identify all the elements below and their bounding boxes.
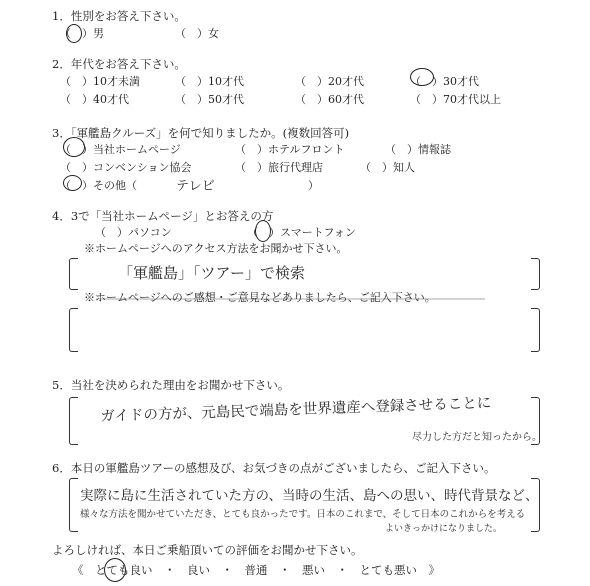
q2-option-40s[interactable]: （ ）40才代 xyxy=(60,93,129,106)
q2-selection-circle xyxy=(410,68,434,86)
q3-option-other[interactable]: （ ）その他（ xyxy=(60,179,137,192)
q6-title: 6．本日の軍艦島ツアーの感想及び、お気づきの点がございましたら、ご記入下さい。 xyxy=(52,461,496,475)
q4-option-smartphone[interactable]: （ ）スマートフォン xyxy=(247,226,356,239)
q2-option-10s[interactable]: （ ）10才代 xyxy=(175,75,244,88)
q4-impression-prompt: ※ホームページへのご感想・ご意見などありましたら、ご記入下さい。 xyxy=(84,291,436,304)
q7-title: よろしければ、本日ご乗船頂いての評価をお聞かせ下さい。 xyxy=(52,543,363,557)
q1-selection-circle xyxy=(66,24,82,43)
q5-answer-line2: 尽力した方だと知ったから。 xyxy=(412,432,542,443)
q4-impression-bracket-left xyxy=(69,308,78,352)
q2-option-50s[interactable]: （ ）50才代 xyxy=(175,93,244,106)
q3-other-close: ） xyxy=(308,179,319,192)
q3-other-answer: テレビ xyxy=(176,179,215,194)
q2-title: 2．年代をお答え下さい。 xyxy=(52,57,186,71)
q4-impression-bracket-right xyxy=(531,308,540,352)
q2-option-under10[interactable]: （ ）10才未満 xyxy=(60,75,140,88)
q3-option-convention[interactable]: （ ）コンベンション協会 xyxy=(60,161,192,174)
q3-option-homepage[interactable]: （ ）当社ホームページ xyxy=(60,143,181,156)
q2-option-60s[interactable]: （ ）60才代 xyxy=(295,93,364,106)
q4-selection-circle xyxy=(255,220,271,242)
q6-answer-line2: 様々な方法を聞かせていただき、とても良かったです。日本のこれまで、そして日本のこれからを考える xyxy=(80,509,526,520)
q4-access-bracket-right xyxy=(531,258,540,290)
q5-answer-line1: ガイドの方が、元島民で端島を世界遺産へ登録させることに xyxy=(100,395,492,425)
q6-answer-line1: 実際に島に生活されていた方の、当時の生活、島への思い、時代背景など、 xyxy=(80,488,539,504)
q4-access-prompt: ※ホームページへのアクセス方法をお聞かせ下さい。 xyxy=(84,242,348,255)
q5-bracket-left xyxy=(69,397,78,445)
q1-option-female[interactable]: （ ）女 xyxy=(175,27,219,40)
q5-title: 5．当社を決められた理由をお聞かせ下さい。 xyxy=(52,378,290,392)
q1-title: 1．性別をお答え下さい。 xyxy=(52,9,186,23)
q4-access-answer: 「軍艦島」「ツアー」で検索 xyxy=(118,264,306,282)
q2-option-70plus[interactable]: （ ）70才代以上 xyxy=(410,93,501,106)
q4-option-pc[interactable]: （ ）パソコン xyxy=(95,226,172,239)
q6-answer-line3: よいきっかけになりました。 xyxy=(385,524,503,534)
q6-bracket-left xyxy=(69,478,78,532)
q3-option-acquaintance[interactable]: （ ）知人 xyxy=(360,161,415,174)
q4-underline xyxy=(0,0,1,1)
q3-selection-circle-homepage xyxy=(63,137,85,157)
q3-title: 3．「軍艦島クルーズ」を何で知りましたか。(複数回答可) xyxy=(52,126,350,140)
q4-access-bracket-left xyxy=(69,258,78,290)
q3-option-hotel-front[interactable]: （ ）ホテルフロント xyxy=(235,143,345,156)
q3-option-travel-agency[interactable]: （ ）旅行代理店 xyxy=(235,161,323,174)
q1-option-male[interactable]: （ ）男 xyxy=(60,27,104,40)
q4-title: 4．3で「当社ホームページ」とお答えの方 xyxy=(52,209,274,223)
q2-option-30s[interactable]: （ ）30才代 xyxy=(410,75,479,88)
q3-selection-circle-other xyxy=(63,175,82,191)
q7-selection-circle xyxy=(104,558,126,582)
q2-option-20s[interactable]: （ ）20才代 xyxy=(295,75,364,88)
q3-option-magazine[interactable]: （ ）情報誌 xyxy=(385,143,451,156)
q7-rating-scale[interactable]: 《 とても良い ・ 良い ・ 普通 ・ 悪い ・ とても悪い 》 xyxy=(72,563,440,577)
